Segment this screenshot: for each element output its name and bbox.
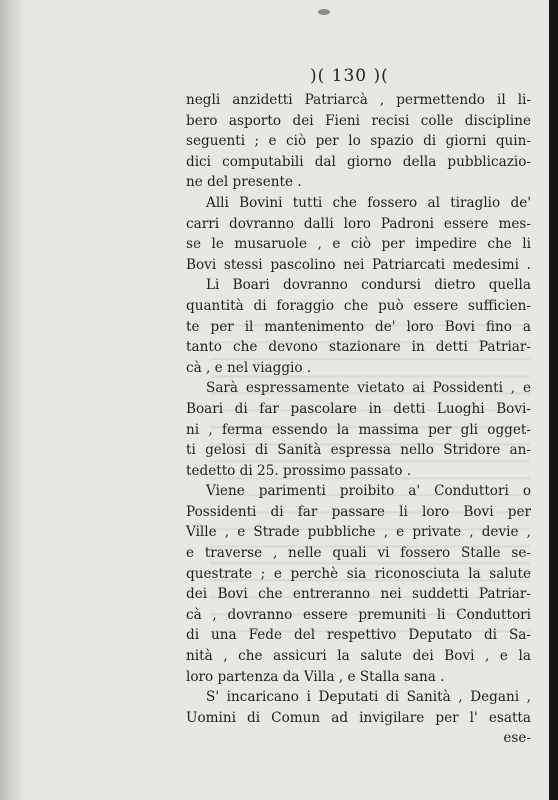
text-line: ni , ferma essendo la massima per gli ogget- bbox=[186, 421, 531, 438]
text-line: Boari di far pascolare in detti Luoghi Bovi- bbox=[186, 400, 531, 417]
gutter-shadow bbox=[0, 0, 26, 800]
text-line: questrate ; e perchè sia riconosciuta la salute bbox=[186, 565, 531, 582]
text-line: ti gelosi di Sanità espressa nello Stridore an- bbox=[186, 442, 531, 459]
text-line: dici computabili dal giorno della pubblicazio- bbox=[186, 153, 531, 170]
text-line: loro partenza da Villa , e Stalla sana . bbox=[186, 668, 445, 685]
text-line: Ville , e Strade pubbliche , e private , devie , bbox=[186, 524, 531, 541]
text-line: Uomini di Comun ad invigilare per l' esatta bbox=[186, 709, 531, 726]
text-line: dei Bovi che entreranno nei suddetti Patriar- bbox=[186, 586, 531, 603]
text-line: Alli Bovini tutti che fossero al tiraglio de' bbox=[206, 194, 531, 211]
text-line: Li Boari dovranno condursi dietro quella bbox=[206, 277, 531, 294]
text-line: Possidenti di far passare li loro Bovi per bbox=[186, 503, 531, 520]
page-number: )( 130 )( bbox=[310, 66, 389, 86]
text-line: e traverse , nelle quali vi fossero Stalle se- bbox=[186, 545, 531, 562]
text-line: Sarà espressamente vietato ai Possidenti , e bbox=[206, 380, 531, 397]
scan-edge bbox=[549, 0, 558, 800]
catchword: ese- bbox=[503, 730, 531, 747]
text-line: tanto che devono stazionare in detti Patriar- bbox=[186, 339, 531, 356]
text-line: cà , dovranno essere premuniti li Conduttori bbox=[186, 606, 531, 623]
text-line: carri dovranno dalli loro Padroni essere mes- bbox=[186, 215, 531, 232]
text-line: di una Fede del respettivo Deputato di Sa- bbox=[186, 627, 531, 644]
text-line: bero asporto dei Fieni recisi colle discipline bbox=[186, 112, 531, 129]
text-line: se le musaruole , e ciò per impedire che li bbox=[186, 236, 531, 253]
text-line: seguenti ; e ciò per lo spazio di giorni quin- bbox=[186, 133, 531, 150]
text-line: te per il mantenimento de' loro Bovi fino a bbox=[186, 318, 531, 335]
text-line: ne del presente . bbox=[186, 174, 302, 191]
text-line: Bovi stessi pascolino nei Patriarcati medesimi . bbox=[186, 256, 531, 273]
ink-speck bbox=[318, 9, 330, 15]
text-line: quantità di foraggio che può essere sufficien- bbox=[186, 297, 531, 314]
text-line: negli anzidetti Patriarcà , permettendo il li- bbox=[186, 92, 531, 108]
text-line: Viene parimenti proibito a' Conduttori o bbox=[206, 483, 531, 500]
text-line: tedetto di 25. prossimo passato . bbox=[186, 462, 412, 479]
text-line: cà , e nel viaggio . bbox=[186, 359, 312, 376]
body-text bbox=[186, 90, 531, 749]
text-line: S' incaricano i Deputati di Sanità , Degani , bbox=[206, 689, 531, 706]
text-line: nità , che assicuri la salute dei Bovi , e la bbox=[186, 648, 531, 665]
